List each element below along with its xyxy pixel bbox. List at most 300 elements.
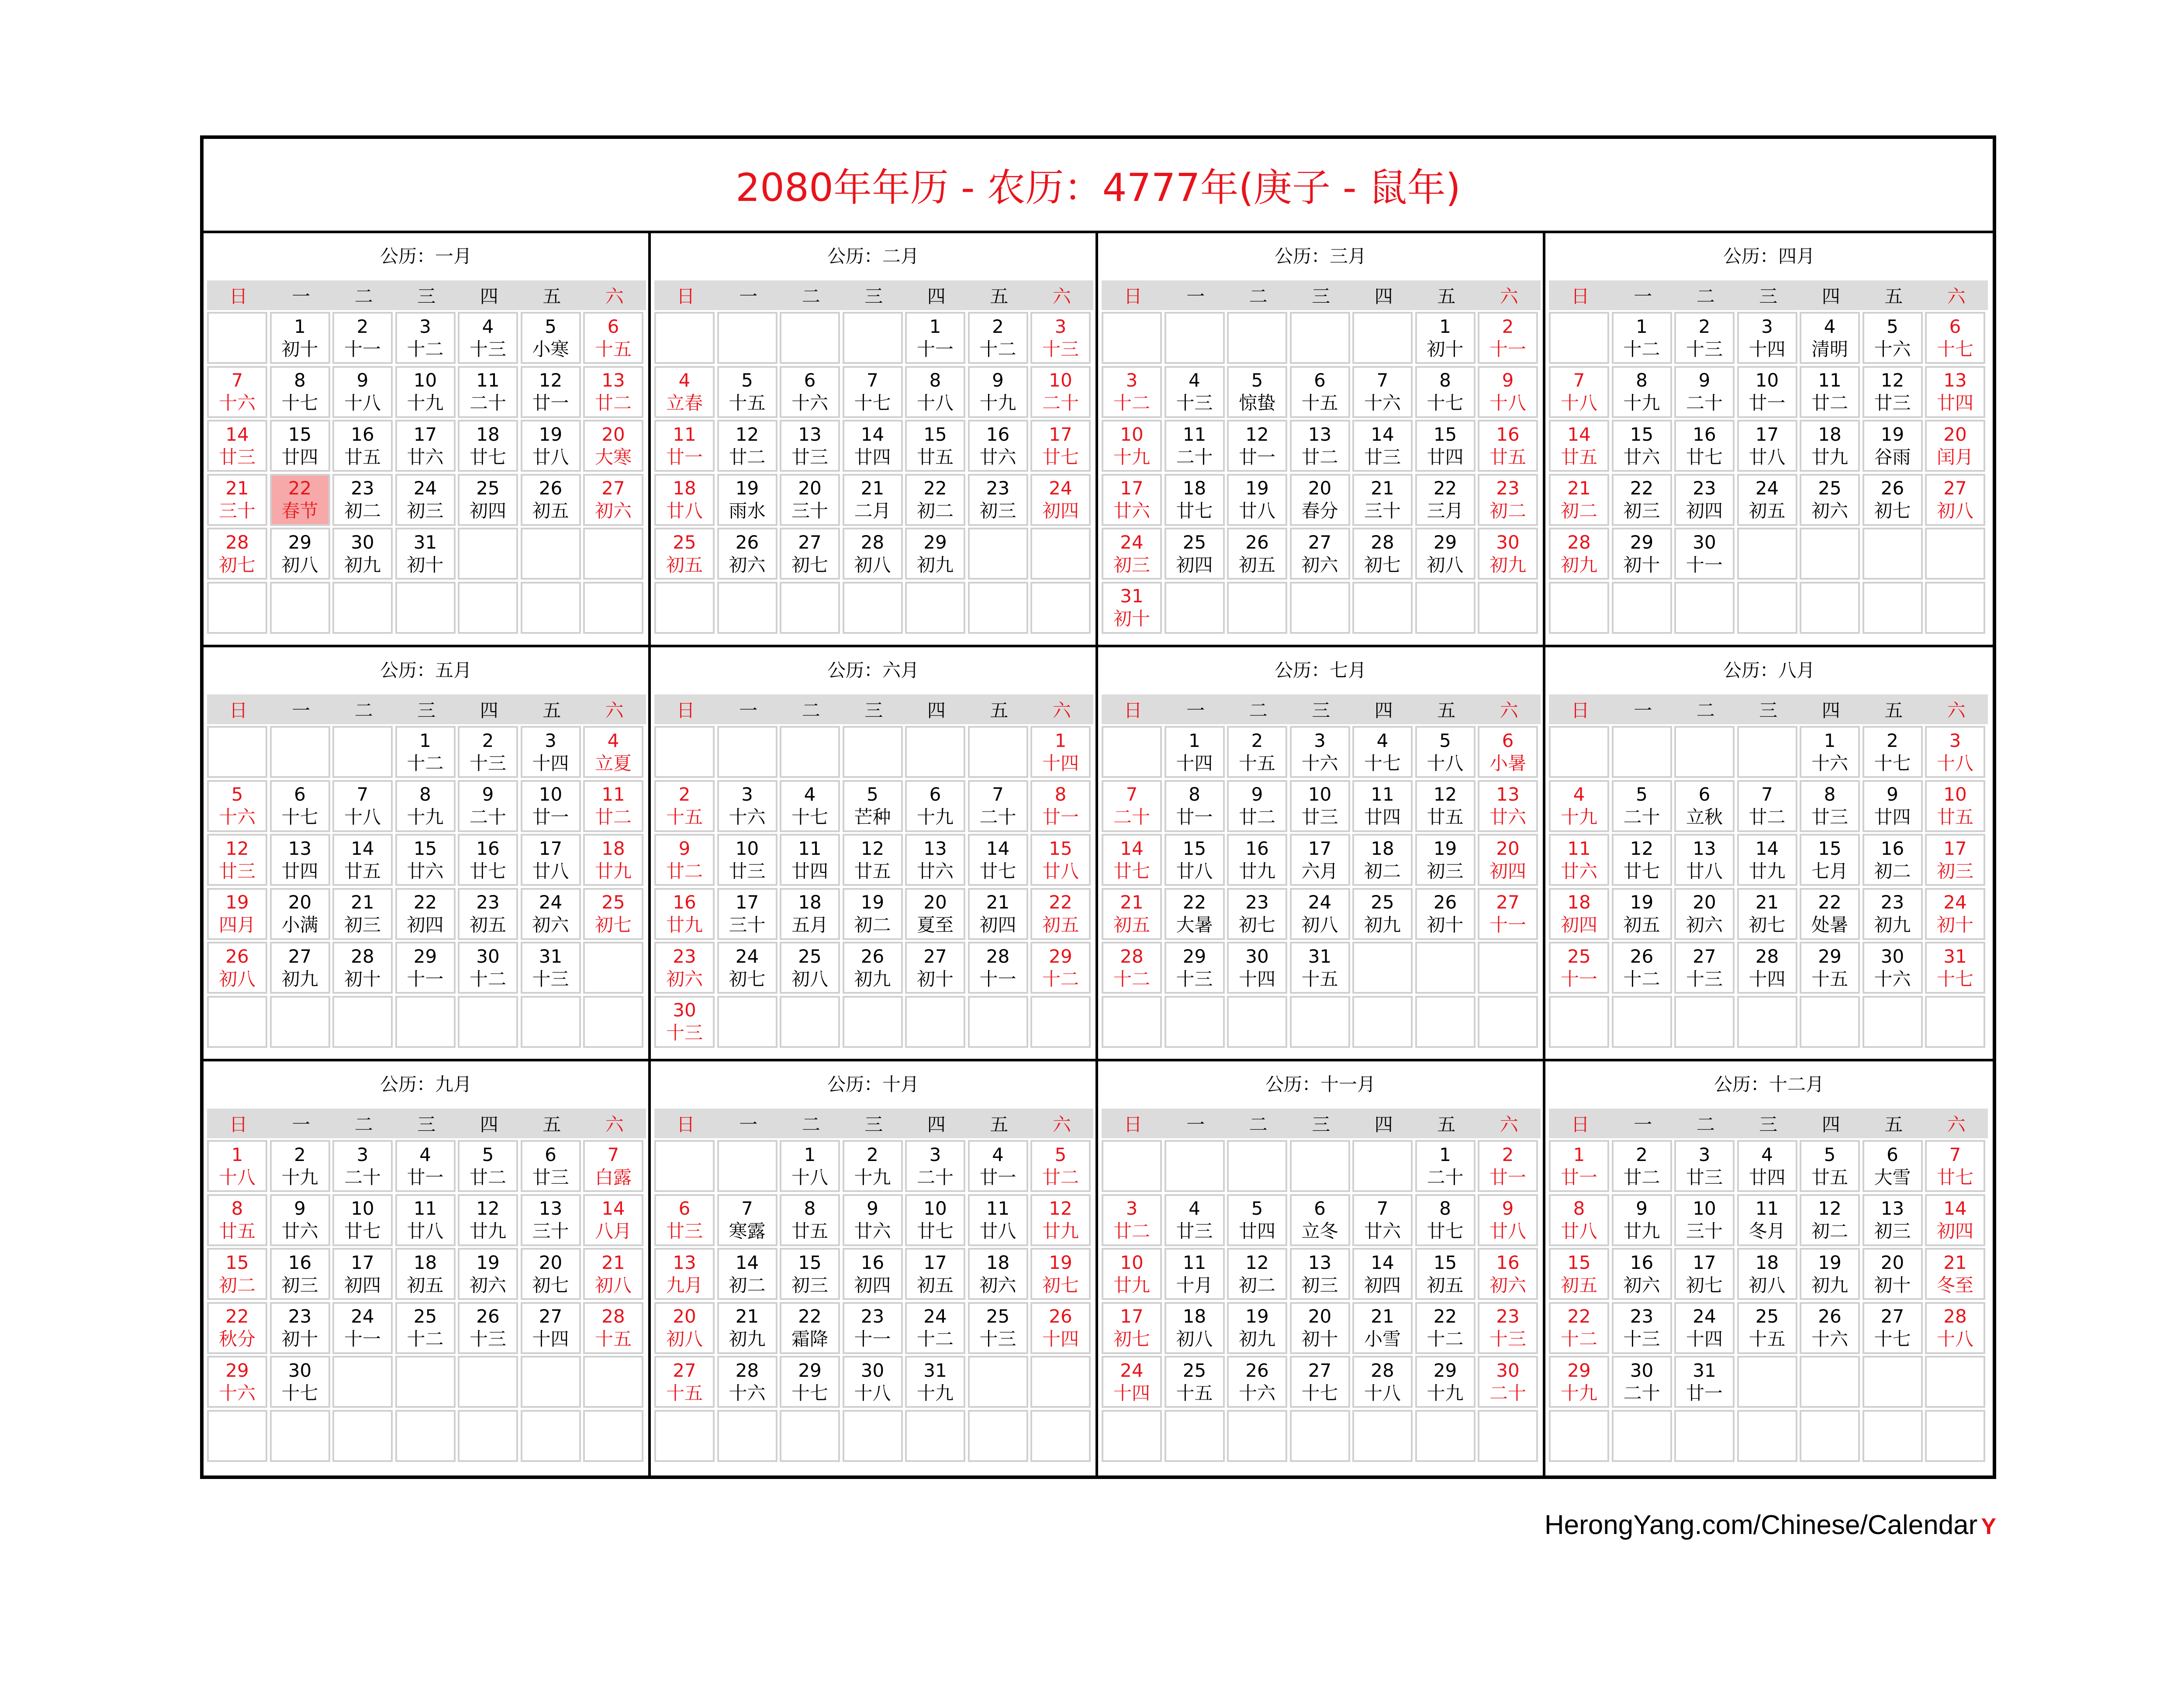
day-cell[interactable]	[1674, 366, 1735, 418]
day-cell[interactable]	[207, 474, 267, 526]
day-cell[interactable]	[1478, 888, 1538, 940]
day-cell[interactable]	[1863, 420, 1923, 472]
day-cell[interactable]	[1352, 1194, 1413, 1246]
day-cell[interactable]	[1863, 780, 1923, 832]
day-cell[interactable]	[1165, 1248, 1225, 1300]
day-cell[interactable]	[521, 942, 581, 994]
day-cell[interactable]	[1165, 366, 1225, 418]
day-cell[interactable]	[654, 888, 715, 940]
day-cell[interactable]	[1030, 1248, 1091, 1300]
day-cell[interactable]	[1800, 834, 1860, 886]
day-cell[interactable]	[583, 474, 643, 526]
day-cell[interactable]	[1612, 834, 1672, 886]
day-cell[interactable]	[1478, 780, 1538, 832]
day-cell[interactable]	[521, 1248, 581, 1300]
day-cell[interactable]	[1352, 1248, 1413, 1300]
day-cell[interactable]	[1800, 1194, 1860, 1246]
day-cell[interactable]	[780, 1356, 840, 1408]
day-cell[interactable]	[843, 888, 903, 940]
day-cell[interactable]	[843, 1140, 903, 1192]
day-cell[interactable]	[1352, 1302, 1413, 1354]
day-cell[interactable]	[521, 312, 581, 364]
day-cell[interactable]	[332, 528, 393, 580]
day-cell[interactable]	[1030, 942, 1091, 994]
day-cell[interactable]	[1030, 888, 1091, 940]
day-cell[interactable]	[654, 1302, 715, 1354]
day-cell[interactable]	[905, 366, 965, 418]
day-cell[interactable]	[270, 888, 330, 940]
day-cell[interactable]	[1549, 420, 1609, 472]
day-cell[interactable]	[654, 528, 715, 580]
day-cell[interactable]	[270, 474, 330, 526]
day-cell[interactable]	[843, 420, 903, 472]
day-cell[interactable]	[905, 1194, 965, 1246]
day-cell[interactable]	[1165, 780, 1225, 832]
day-cell[interactable]	[1227, 1194, 1287, 1246]
day-cell[interactable]	[1290, 834, 1350, 886]
day-cell[interactable]	[332, 312, 393, 364]
day-cell[interactable]	[1863, 312, 1923, 364]
day-cell[interactable]	[395, 474, 456, 526]
day-cell[interactable]	[1800, 420, 1860, 472]
day-cell[interactable]	[905, 312, 965, 364]
day-cell[interactable]	[1352, 888, 1413, 940]
day-cell[interactable]	[654, 780, 715, 832]
day-cell[interactable]	[1290, 1356, 1350, 1408]
day-cell[interactable]	[968, 474, 1028, 526]
day-cell[interactable]	[1415, 474, 1476, 526]
day-cell[interactable]	[1737, 942, 1797, 994]
day-cell[interactable]	[583, 1140, 643, 1192]
day-cell[interactable]	[332, 366, 393, 418]
day-cell[interactable]	[1415, 1140, 1476, 1192]
day-cell[interactable]	[654, 474, 715, 526]
day-cell[interactable]	[207, 942, 267, 994]
day-cell[interactable]	[1290, 780, 1350, 832]
day-cell[interactable]	[395, 312, 456, 364]
day-cell[interactable]	[1227, 474, 1287, 526]
day-cell[interactable]	[1925, 888, 1985, 940]
day-cell[interactable]	[1674, 420, 1735, 472]
day-cell[interactable]	[583, 312, 643, 364]
day-cell[interactable]	[905, 1140, 965, 1192]
day-cell[interactable]	[1800, 780, 1860, 832]
day-cell[interactable]	[1290, 888, 1350, 940]
day-cell[interactable]	[1612, 528, 1672, 580]
day-cell[interactable]	[1165, 834, 1225, 886]
day-cell[interactable]	[780, 834, 840, 886]
day-cell[interactable]	[1102, 474, 1162, 526]
day-cell[interactable]	[1030, 420, 1091, 472]
day-cell[interactable]	[1674, 474, 1735, 526]
day-cell[interactable]	[1612, 420, 1672, 472]
day-cell[interactable]	[395, 834, 456, 886]
day-cell[interactable]	[1612, 1140, 1672, 1192]
day-cell[interactable]	[717, 1248, 778, 1300]
day-cell[interactable]	[1227, 1248, 1287, 1300]
day-cell[interactable]	[458, 474, 518, 526]
day-cell[interactable]	[1549, 1194, 1609, 1246]
day-cell[interactable]	[1227, 726, 1287, 778]
day-cell[interactable]	[905, 834, 965, 886]
day-cell[interactable]	[395, 780, 456, 832]
day-cell[interactable]	[968, 1248, 1028, 1300]
day-cell[interactable]	[521, 726, 581, 778]
day-cell[interactable]	[780, 420, 840, 472]
day-cell[interactable]	[780, 942, 840, 994]
day-cell[interactable]	[1478, 528, 1538, 580]
day-cell[interactable]	[905, 888, 965, 940]
day-cell[interactable]	[905, 1302, 965, 1354]
day-cell[interactable]	[780, 888, 840, 940]
day-cell[interactable]	[583, 726, 643, 778]
day-cell[interactable]	[1415, 312, 1476, 364]
day-cell[interactable]	[458, 780, 518, 832]
day-cell[interactable]	[1800, 726, 1860, 778]
day-cell[interactable]	[717, 1302, 778, 1354]
day-cell[interactable]	[780, 1140, 840, 1192]
day-cell[interactable]	[1674, 834, 1735, 886]
day-cell[interactable]	[1737, 834, 1797, 886]
day-cell[interactable]	[1674, 1140, 1735, 1192]
day-cell[interactable]	[1415, 366, 1476, 418]
day-cell[interactable]	[1549, 888, 1609, 940]
day-cell[interactable]	[1863, 1248, 1923, 1300]
day-cell[interactable]	[207, 1356, 267, 1408]
day-cell[interactable]	[1863, 834, 1923, 886]
day-cell[interactable]	[1737, 780, 1797, 832]
day-cell[interactable]	[332, 420, 393, 472]
day-cell[interactable]	[654, 1194, 715, 1246]
day-cell[interactable]	[1549, 780, 1609, 832]
day-cell[interactable]	[1102, 780, 1162, 832]
day-cell[interactable]	[458, 366, 518, 418]
day-cell[interactable]	[1478, 1302, 1538, 1354]
day-cell[interactable]	[395, 528, 456, 580]
day-cell[interactable]	[583, 1194, 643, 1246]
day-cell[interactable]	[1925, 834, 1985, 886]
day-cell[interactable]	[395, 1140, 456, 1192]
day-cell[interactable]	[521, 1194, 581, 1246]
day-cell[interactable]	[1800, 1302, 1860, 1354]
day-cell[interactable]	[395, 420, 456, 472]
day-cell[interactable]	[1674, 1248, 1735, 1300]
day-cell[interactable]	[270, 366, 330, 418]
day-cell[interactable]	[207, 834, 267, 886]
day-cell[interactable]	[1102, 366, 1162, 418]
day-cell[interactable]	[1352, 726, 1413, 778]
day-cell[interactable]	[1415, 726, 1476, 778]
day-cell[interactable]	[1165, 726, 1225, 778]
day-cell[interactable]	[843, 528, 903, 580]
day-cell[interactable]	[1102, 1356, 1162, 1408]
day-cell[interactable]	[521, 1302, 581, 1354]
day-cell[interactable]	[1674, 312, 1735, 364]
day-cell[interactable]	[1925, 1140, 1985, 1192]
day-cell[interactable]	[1925, 474, 1985, 526]
day-cell[interactable]	[1030, 366, 1091, 418]
day-cell[interactable]	[270, 420, 330, 472]
day-cell[interactable]	[1290, 474, 1350, 526]
day-cell[interactable]	[1415, 780, 1476, 832]
day-cell[interactable]	[207, 528, 267, 580]
day-cell[interactable]	[1415, 528, 1476, 580]
day-cell[interactable]	[1102, 420, 1162, 472]
day-cell[interactable]	[583, 420, 643, 472]
day-cell[interactable]	[654, 1356, 715, 1408]
day-cell[interactable]	[458, 1140, 518, 1192]
day-cell[interactable]	[1674, 1194, 1735, 1246]
day-cell[interactable]	[521, 834, 581, 886]
day-cell[interactable]	[332, 1194, 393, 1246]
day-cell[interactable]	[968, 1140, 1028, 1192]
day-cell[interactable]	[1290, 420, 1350, 472]
day-cell[interactable]	[583, 1248, 643, 1300]
day-cell[interactable]	[332, 942, 393, 994]
day-cell[interactable]	[654, 834, 715, 886]
day-cell[interactable]	[1800, 1140, 1860, 1192]
day-cell[interactable]	[1925, 1194, 1985, 1246]
day-cell[interactable]	[270, 1194, 330, 1246]
day-cell[interactable]	[1737, 1194, 1797, 1246]
day-cell[interactable]	[780, 780, 840, 832]
day-cell[interactable]	[270, 1140, 330, 1192]
day-cell[interactable]	[1227, 528, 1287, 580]
day-cell[interactable]	[1925, 726, 1985, 778]
day-cell[interactable]	[843, 1194, 903, 1246]
day-cell[interactable]	[207, 1302, 267, 1354]
day-cell[interactable]	[270, 1356, 330, 1408]
day-cell[interactable]	[717, 888, 778, 940]
day-cell[interactable]	[905, 1356, 965, 1408]
day-cell[interactable]	[843, 834, 903, 886]
day-cell[interactable]	[1925, 366, 1985, 418]
day-cell[interactable]	[1165, 888, 1225, 940]
day-cell[interactable]	[843, 780, 903, 832]
day-cell[interactable]	[1863, 1194, 1923, 1246]
day-cell[interactable]	[1612, 888, 1672, 940]
day-cell[interactable]	[583, 834, 643, 886]
day-cell[interactable]	[583, 1302, 643, 1354]
day-cell[interactable]	[780, 474, 840, 526]
day-cell[interactable]	[395, 366, 456, 418]
day-cell[interactable]	[1478, 474, 1538, 526]
day-cell[interactable]	[1290, 1302, 1350, 1354]
day-cell[interactable]	[458, 1194, 518, 1246]
day-cell[interactable]	[458, 834, 518, 886]
day-cell[interactable]	[1737, 888, 1797, 940]
day-cell[interactable]	[1227, 420, 1287, 472]
day-cell[interactable]	[843, 1302, 903, 1354]
day-cell[interactable]	[1478, 366, 1538, 418]
day-cell[interactable]	[1290, 528, 1350, 580]
day-cell[interactable]	[1415, 1248, 1476, 1300]
day-cell[interactable]	[1674, 888, 1735, 940]
day-cell[interactable]	[1863, 888, 1923, 940]
day-cell[interactable]	[843, 1248, 903, 1300]
day-cell[interactable]	[270, 528, 330, 580]
day-cell[interactable]	[270, 1302, 330, 1354]
day-cell[interactable]	[1415, 1194, 1476, 1246]
day-cell[interactable]	[1863, 1302, 1923, 1354]
day-cell[interactable]	[1925, 420, 1985, 472]
day-cell[interactable]	[1925, 942, 1985, 994]
day-cell[interactable]	[905, 474, 965, 526]
day-cell[interactable]	[1415, 1356, 1476, 1408]
day-cell[interactable]	[1102, 1302, 1162, 1354]
day-cell[interactable]	[968, 420, 1028, 472]
day-cell[interactable]	[1165, 942, 1225, 994]
day-cell[interactable]	[843, 366, 903, 418]
day-cell[interactable]	[1737, 312, 1797, 364]
day-cell[interactable]	[1165, 528, 1225, 580]
day-cell[interactable]	[1352, 474, 1413, 526]
day-cell[interactable]	[843, 942, 903, 994]
day-cell[interactable]	[207, 420, 267, 472]
day-cell[interactable]	[1549, 942, 1609, 994]
day-cell[interactable]	[1227, 942, 1287, 994]
day-cell[interactable]	[1290, 726, 1350, 778]
day-cell[interactable]	[332, 1302, 393, 1354]
day-cell[interactable]	[968, 780, 1028, 832]
day-cell[interactable]	[1863, 726, 1923, 778]
day-cell[interactable]	[395, 1302, 456, 1354]
day-cell[interactable]	[780, 366, 840, 418]
day-cell[interactable]	[717, 528, 778, 580]
day-cell[interactable]	[968, 942, 1028, 994]
day-cell[interactable]	[1165, 1302, 1225, 1354]
day-cell[interactable]	[1415, 1302, 1476, 1354]
day-cell[interactable]	[1863, 942, 1923, 994]
day-cell[interactable]	[905, 942, 965, 994]
day-cell[interactable]	[1737, 474, 1797, 526]
day-cell[interactable]	[1352, 834, 1413, 886]
day-cell[interactable]	[270, 942, 330, 994]
day-cell[interactable]	[1737, 366, 1797, 418]
day-cell[interactable]	[207, 780, 267, 832]
day-cell[interactable]	[1102, 1194, 1162, 1246]
day-cell[interactable]	[1800, 942, 1860, 994]
day-cell[interactable]	[521, 474, 581, 526]
day-cell[interactable]	[1863, 366, 1923, 418]
day-cell[interactable]	[1227, 366, 1287, 418]
day-cell[interactable]	[1674, 780, 1735, 832]
day-cell[interactable]	[1863, 1140, 1923, 1192]
day-cell[interactable]	[1102, 582, 1162, 634]
day-cell[interactable]	[1800, 1248, 1860, 1300]
day-cell[interactable]	[717, 366, 778, 418]
day-cell[interactable]	[1674, 942, 1735, 994]
day-cell[interactable]	[905, 528, 965, 580]
day-cell[interactable]	[521, 366, 581, 418]
day-cell[interactable]	[968, 366, 1028, 418]
day-cell[interactable]	[1863, 474, 1923, 526]
day-cell[interactable]	[1612, 780, 1672, 832]
day-cell[interactable]	[395, 1248, 456, 1300]
day-cell[interactable]	[1030, 474, 1091, 526]
day-cell[interactable]	[395, 888, 456, 940]
day-cell[interactable]	[1102, 528, 1162, 580]
day-cell[interactable]	[1030, 726, 1091, 778]
day-cell[interactable]	[717, 834, 778, 886]
day-cell[interactable]	[458, 942, 518, 994]
day-cell[interactable]	[1165, 1194, 1225, 1246]
day-cell[interactable]	[1478, 726, 1538, 778]
day-cell[interactable]	[1478, 420, 1538, 472]
day-cell[interactable]	[1102, 942, 1162, 994]
day-cell[interactable]	[1612, 1248, 1672, 1300]
day-cell[interactable]	[1612, 1194, 1672, 1246]
day-cell[interactable]	[1674, 528, 1735, 580]
day-cell[interactable]	[458, 1248, 518, 1300]
day-cell[interactable]	[270, 312, 330, 364]
day-cell[interactable]	[521, 420, 581, 472]
day-cell[interactable]	[1737, 1140, 1797, 1192]
day-cell[interactable]	[332, 888, 393, 940]
day-cell[interactable]	[654, 420, 715, 472]
day-cell[interactable]	[395, 942, 456, 994]
day-cell[interactable]	[1227, 834, 1287, 886]
day-cell[interactable]	[780, 528, 840, 580]
day-cell[interactable]	[1165, 420, 1225, 472]
day-cell[interactable]	[968, 312, 1028, 364]
day-cell[interactable]	[1227, 1302, 1287, 1354]
day-cell[interactable]	[1352, 366, 1413, 418]
day-cell[interactable]	[717, 1194, 778, 1246]
day-cell[interactable]	[1549, 1140, 1609, 1192]
day-cell[interactable]	[583, 780, 643, 832]
footer-link[interactable]: HerongYang.com/Chinese/Calendar	[1544, 1510, 1978, 1540]
day-cell[interactable]	[717, 474, 778, 526]
day-cell[interactable]	[207, 888, 267, 940]
day-cell[interactable]	[1478, 1140, 1538, 1192]
day-cell[interactable]	[1549, 366, 1609, 418]
day-cell[interactable]	[207, 1248, 267, 1300]
day-cell[interactable]	[1290, 1248, 1350, 1300]
day-cell[interactable]	[1030, 834, 1091, 886]
day-cell[interactable]	[1737, 1248, 1797, 1300]
day-cell[interactable]	[968, 1194, 1028, 1246]
day-cell[interactable]	[270, 1248, 330, 1300]
day-cell[interactable]	[332, 1140, 393, 1192]
day-cell[interactable]	[717, 420, 778, 472]
day-cell[interactable]	[1674, 1356, 1735, 1408]
day-cell[interactable]	[521, 888, 581, 940]
day-cell[interactable]	[1612, 1356, 1672, 1408]
day-cell[interactable]	[654, 1248, 715, 1300]
day-cell[interactable]	[1102, 1248, 1162, 1300]
day-cell[interactable]	[1290, 942, 1350, 994]
day-cell[interactable]	[905, 420, 965, 472]
day-cell[interactable]	[654, 996, 715, 1048]
day-cell[interactable]	[1352, 420, 1413, 472]
day-cell[interactable]	[1737, 1302, 1797, 1354]
day-cell[interactable]	[1549, 528, 1609, 580]
day-cell[interactable]	[1549, 1356, 1609, 1408]
day-cell[interactable]	[458, 312, 518, 364]
day-cell[interactable]	[1800, 312, 1860, 364]
day-cell[interactable]	[521, 780, 581, 832]
day-cell[interactable]	[968, 834, 1028, 886]
day-cell[interactable]	[270, 834, 330, 886]
day-cell[interactable]	[1102, 834, 1162, 886]
day-cell[interactable]	[1674, 1302, 1735, 1354]
day-cell[interactable]	[1102, 888, 1162, 940]
day-cell[interactable]	[1925, 1302, 1985, 1354]
day-cell[interactable]	[1165, 474, 1225, 526]
day-cell[interactable]	[654, 366, 715, 418]
day-cell[interactable]	[654, 942, 715, 994]
